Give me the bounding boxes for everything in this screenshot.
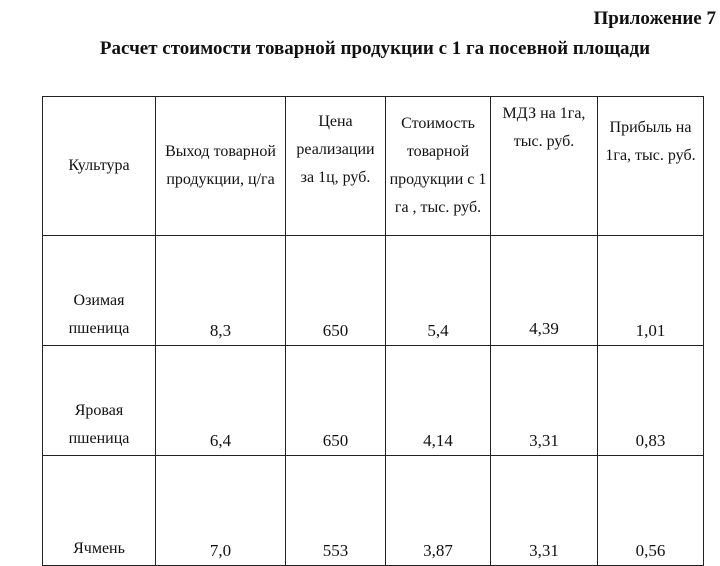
cell-crop: Ячмень bbox=[43, 456, 156, 566]
document-title: Расчет стоимости товарной продукции с 1 га посевной площади bbox=[99, 38, 651, 59]
cell-profit: 0,83 bbox=[598, 346, 704, 456]
column-header-value: Стоимость товарной продукции с 1 га , тыс. руб. bbox=[386, 97, 491, 236]
cell-price: 650 bbox=[286, 346, 386, 456]
cell-yield: 8,3 bbox=[156, 236, 286, 346]
cell-mdz: 4,39 bbox=[491, 236, 598, 346]
cell-profit: 1,01 bbox=[598, 236, 704, 346]
column-header-mdz: МДЗ на 1га, тыс. руб. bbox=[491, 97, 598, 236]
table-row bbox=[43, 346, 704, 456]
cell-price: 553 bbox=[286, 456, 386, 566]
cell-value: 4,14 bbox=[386, 346, 491, 456]
cell-profit: 0,56 bbox=[598, 456, 704, 566]
cell-price: 650 bbox=[286, 236, 386, 346]
cell-value: 5,4 bbox=[386, 236, 491, 346]
column-header-yield: Выход товарной продукции, ц/га bbox=[156, 97, 286, 236]
table-row bbox=[43, 456, 704, 566]
cell-mdz: 3,31 bbox=[491, 346, 598, 456]
production-value-table bbox=[42, 96, 704, 566]
cell-mdz: 3,31 bbox=[491, 456, 598, 566]
table-row bbox=[43, 236, 704, 346]
cell-yield: 6,4 bbox=[156, 346, 286, 456]
column-header-profit: Прибыль на 1га, тыс. руб. bbox=[598, 97, 704, 236]
cell-crop: Озимая пшеница bbox=[43, 236, 156, 346]
appendix-label: Приложение 7 bbox=[593, 8, 716, 29]
column-header-price: Цена реализации за 1ц, руб. bbox=[286, 97, 386, 236]
column-header-crop: Культура bbox=[43, 97, 156, 236]
cell-yield: 7,0 bbox=[156, 456, 286, 566]
cell-value: 3,87 bbox=[386, 456, 491, 566]
cell-crop: Яровая пшеница bbox=[43, 346, 156, 456]
table-header-row bbox=[43, 97, 704, 236]
